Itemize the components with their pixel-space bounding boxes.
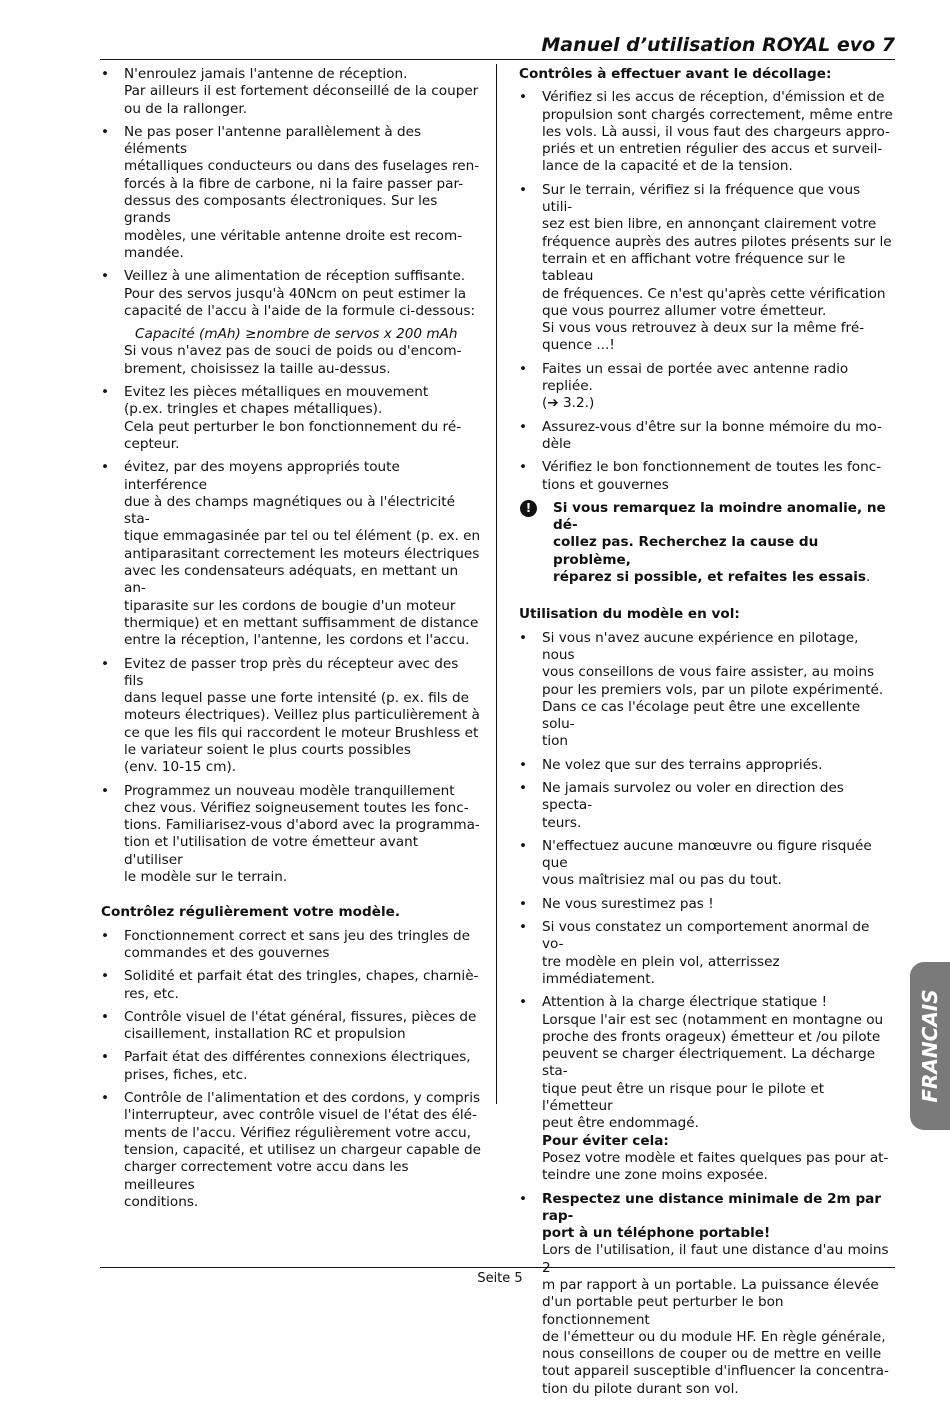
text-line: tions. Familiarisez-vous d'abord avec la programma-: [124, 817, 480, 834]
text-line: • Vérifiez si les accus de réception, d'émission et de: [542, 89, 885, 106]
text-line: ou de la rallonger.: [124, 100, 248, 117]
header-rule: [100, 59, 895, 60]
list-item: [519, 419, 894, 454]
text-line: teindre une zone moins exposée.: [542, 1167, 768, 1184]
text-line: commandes et des gouvernes: [124, 944, 330, 961]
text-line: • Ne jamais survolez ou voler en direction des specta-: [542, 779, 844, 814]
list-item: [101, 1049, 481, 1084]
text-line: prises, fiches, etc.: [124, 1066, 248, 1083]
list-item: [101, 968, 481, 1003]
list-item: [101, 656, 481, 777]
text-line: cepteur.: [124, 435, 180, 452]
text-line: ments de l'accu. Vérifiez régulièrement votre accu,: [124, 1124, 471, 1141]
text-line: moteurs électriques). Veillez plus particulièrement à: [124, 707, 480, 724]
warning-line: réparez si possible, et refaites les essais: [553, 569, 866, 586]
text-line: • Attention à la charge électrique statique !: [542, 994, 828, 1011]
text-line: tion du pilote durant son vol.: [542, 1380, 739, 1397]
list-item-phone-distance: [519, 1191, 894, 1399]
list-item-static-charge: [519, 994, 894, 1184]
bullet-list-preflight: [519, 89, 894, 494]
language-side-tab: [910, 962, 950, 1130]
text-line: modèles, une véritable antenne droite est recom-: [124, 227, 463, 244]
text-line: tion: [542, 733, 569, 750]
text-line: dèle: [542, 435, 572, 452]
text-line: brement, choisissez la taille au-dessus.: [124, 360, 391, 377]
text-line: mandée.: [124, 244, 184, 261]
list-item: [519, 838, 894, 890]
text-line: propulsion sont chargés correctement, même entre: [542, 106, 893, 123]
text-line: • Vérifiez le bon fonctionnement de toutes les fonc-: [542, 459, 882, 476]
list-item: [519, 780, 894, 832]
list-item: [101, 66, 481, 118]
text-line: Lors de l'utilisation, il faut une distance d'au moins 2: [542, 1242, 889, 1276]
text-line: Pour des servos jusqu'à 40Ncm on peut estimer la: [124, 285, 467, 302]
text-line: tique emmagasinée par tel ou tel élément (p. ex. en: [124, 528, 481, 545]
section-heading-in-flight: Utilisation du modèle en vol:: [519, 606, 740, 623]
list-item: [101, 384, 481, 453]
warning-icon: !: [520, 500, 537, 517]
warning-period: .: [866, 569, 871, 586]
warning-line: collez pas. Recherchez la cause du problème,: [553, 534, 819, 568]
list-item: [101, 124, 481, 262]
column-divider: [496, 64, 497, 1104]
text-line: Lorsque l'air est sec (notamment en montagne ou: [542, 1011, 884, 1028]
text-line: res, etc.: [124, 985, 179, 1002]
list-item: [519, 630, 894, 751]
list-item: [519, 896, 894, 913]
text-line: vous conseillons de vous faire assister, au moins: [542, 664, 875, 681]
text-line: capacité de l'accu à l'aide de la formule ci-dessous:: [124, 302, 476, 319]
left-column: [101, 66, 481, 1217]
text-line: lance de la capacité et de la tension.: [542, 158, 793, 175]
text-line: (➔ 3.2.): [542, 395, 595, 412]
text-line: port à un téléphone portable!: [542, 1225, 771, 1242]
text-line: • Ne pas poser l'antenne parallèlement à des éléments: [124, 123, 422, 158]
text-line: (env. 10-15 cm).: [124, 759, 237, 776]
text-line: d'un portable peut perturber le bon fonctionnement: [542, 1294, 784, 1328]
text-line: de fréquences. Ce n'est qu'après cette vérification: [542, 285, 886, 302]
bullet-list-antenna: [101, 66, 481, 320]
formula-note: [101, 343, 481, 378]
list-item: [101, 1090, 481, 1211]
static-charge-advice: [542, 1150, 894, 1185]
text-line: forcés à la fibre de carbone, ni la faire passer par-: [124, 175, 464, 192]
list-item: [519, 182, 894, 355]
text-line: tion et l'utilisation de votre émetteur avant d'utiliser: [124, 834, 419, 868]
text-line: chez vous. Vérifiez soigneusement toutes les fonc-: [124, 799, 469, 816]
text-line: Si vous n'avez pas de souci de poids ou d'encom-: [124, 343, 462, 360]
text-line: priés et un entretien régulier des accus et surveil-: [542, 141, 883, 158]
text-line: charger correctement votre accu dans les meilleures: [124, 1159, 409, 1193]
text-line: avec les condensateurs adéquats, en mettant un an-: [124, 563, 459, 597]
text-line: • Respectez une distance minimale de 2m par rap-: [542, 1190, 882, 1224]
text-line: quence ...!: [542, 337, 615, 354]
bullet-list-in-flight: [519, 630, 894, 989]
bullet-list-interference: [101, 384, 481, 886]
text-line: métalliques conducteurs ou dans des fuselages ren-: [124, 158, 480, 175]
text-line: vous maîtrisiez mal ou pas du tout.: [542, 872, 782, 889]
text-line: proche des fronts orageux) émetteur et /ou pilote: [542, 1028, 881, 1045]
text-line: • N'enroulez jamais l'antenne de réception.: [124, 66, 408, 82]
list-item: [101, 268, 481, 320]
text-line: • Contrôle visuel de l'état général, fissures, pièces de: [124, 1008, 477, 1025]
text-line: Par ailleurs il est fortement déconseillé de la couper: [124, 83, 479, 100]
text-line: nous conseillons de couper ou de mettre en veille: [542, 1346, 882, 1363]
capacity-formula: Capacité (mAh) ≥nombre de servos x 200 mAh: [135, 326, 458, 343]
text-line: l'interrupteur, avec contrôle visuel de l'état des élé-: [124, 1107, 477, 1124]
list-item: [101, 928, 481, 963]
text-line: terrain et en affichant votre fréquence sur le tableau: [542, 250, 846, 285]
text-line: due à des champs magnétiques ou à l'électricité sta-: [124, 493, 456, 528]
warning-note: [519, 500, 894, 586]
text-line: cisaillement, installation RC et propulsion: [124, 1026, 406, 1043]
bullet-list-regular-check: [101, 928, 481, 1211]
list-item: [519, 919, 894, 988]
phone-distance-heading: [542, 1191, 894, 1243]
text-line: tre modèle en plein vol, atterrissez immédiatement.: [542, 953, 780, 987]
text-line: ce que les fils qui raccordent le moteur Brushless et: [124, 724, 479, 741]
text-line: (p.ex. tringles et chapes métalliques).: [124, 401, 383, 418]
text-line: conditions.: [124, 1193, 199, 1210]
list-item: [519, 757, 894, 774]
text-line: • N'effectuez aucune manœuvre ou figure risquée que: [542, 837, 872, 872]
text-line: • Parfait état des différentes connexions électriques,: [124, 1049, 471, 1066]
page-number: Seite 5: [477, 1271, 523, 1286]
bullet-list-static: [519, 994, 894, 1398]
text-line: • Evitez les pièces métalliques en mouvement: [124, 384, 429, 401]
section-heading-preflight: Contrôles à effectuer avant le décollage:: [519, 66, 832, 82]
text-line: • Programmez un nouveau modèle tranquillement: [124, 782, 455, 799]
text-line: Cela peut perturber le bon fonctionnement du ré-: [124, 418, 462, 435]
text-line: tiparasite sur les cordons de bougie d'un moteur: [124, 597, 456, 614]
static-charge-subheading: Pour éviter cela:: [542, 1132, 669, 1149]
text-line: • Contrôle de l'alimentation et des cordons, y compris: [124, 1090, 481, 1107]
text-line: • Sur le terrain, vérifiez si la fréquence que vous utili-: [542, 181, 861, 216]
text-line: • Veillez à une alimentation de réception suffisante.: [124, 268, 466, 285]
text-line: de l'émetteur ou du module HF. En règle générale,: [542, 1328, 886, 1345]
text-line: • Faites un essai de portée avec antenne radio repliée.: [542, 360, 849, 395]
page-header-title: Manuel d’utilisation ROYAL evo 7: [541, 34, 895, 56]
text-line: • Si vous constatez un comportement anormal de vo-: [542, 919, 870, 953]
text-line: dessus des composants électroniques. Sur les grands: [124, 193, 438, 227]
text-line: tension, capacité, et utilisez un chargeur capable de: [124, 1141, 481, 1158]
text-line: entre la réception, l'antenne, les cordons et l'accu.: [124, 632, 470, 649]
text-line: le modèle sur le terrain.: [124, 869, 288, 886]
text-line: • Assurez-vous d'être sur la bonne mémoire du mo-: [542, 418, 882, 435]
text-line: Si vous vous retrouvez à deux sur la même fré-: [542, 320, 865, 337]
text-line: tique peut être un risque pour le pilote et l'émetteur: [542, 1080, 825, 1115]
text-line: • Ne volez que sur des terrains appropriés.: [542, 756, 823, 773]
list-item: [101, 783, 481, 887]
text-line: peut être endommagé.: [542, 1115, 699, 1132]
text-line: Posez votre modèle et faites quelques pas pour at-: [542, 1149, 889, 1166]
text-line: le variateur soient le plus courts possibles: [124, 741, 411, 758]
text-line: tout appareil susceptible d'influencer la concentra-: [542, 1363, 889, 1380]
text-line: pour les premiers vols, par un pilote expérimenté.: [542, 681, 884, 698]
warning-line: Si vous remarquez la moindre anomalie, ne dé-: [553, 499, 886, 534]
text-line: dans lequel passe une forte intensité (p. ex. fils de: [124, 690, 469, 707]
text-line: fréquence auprès des autres pilotes présents sur le: [542, 233, 892, 250]
text-line: • Ne vous surestimez pas !: [542, 895, 714, 912]
text-line: • Fonctionnement correct et sans jeu des tringles de: [124, 927, 470, 944]
text-line: Dans ce cas l'écolage peut être une excellente solu-: [542, 698, 861, 733]
text-line: que vous pourrez allumer votre émetteur.: [542, 302, 827, 319]
list-item: [101, 459, 481, 649]
text-line: • Si vous n'avez aucune expérience en pilotage, nous: [542, 629, 859, 663]
right-column: [519, 66, 894, 1404]
footer-rule: [100, 1267, 895, 1268]
text-line: tions et gouvernes: [542, 476, 669, 493]
phone-distance-text: [542, 1242, 894, 1398]
language-tab-label: FRANCAIS: [918, 989, 942, 1103]
static-charge-text: [542, 994, 894, 1132]
text-line: sez est bien libre, en annonçant clairement votre: [542, 216, 877, 233]
text-line: • Evitez de passer trop près du récepteur avec des fils: [124, 655, 459, 689]
text-line: teurs.: [542, 814, 582, 831]
text-line: • évitez, par des moyens appropriés toute interférence: [124, 459, 400, 493]
text-line: • Solidité et parfait état des tringles, chapes, charniè-: [124, 968, 479, 985]
list-item: [519, 361, 894, 413]
list-item: [519, 459, 894, 494]
section-heading-regular-check: Contrôlez régulièrement votre modèle.: [101, 904, 400, 921]
text-line: m par rapport à un portable. La puissance élevée: [542, 1277, 879, 1293]
text-line: peuvent se charger électriquement. La décharge sta-: [542, 1046, 876, 1080]
text-line: antiparasitant correctement les moteurs électriques: [124, 545, 480, 562]
text-line: les vols. Là aussi, il vous faut des chargeurs appro-: [542, 123, 890, 140]
text-line: thermique) et en mettant suffisamment de distance: [124, 614, 479, 631]
list-item: [101, 1009, 481, 1044]
list-item: [519, 89, 894, 175]
